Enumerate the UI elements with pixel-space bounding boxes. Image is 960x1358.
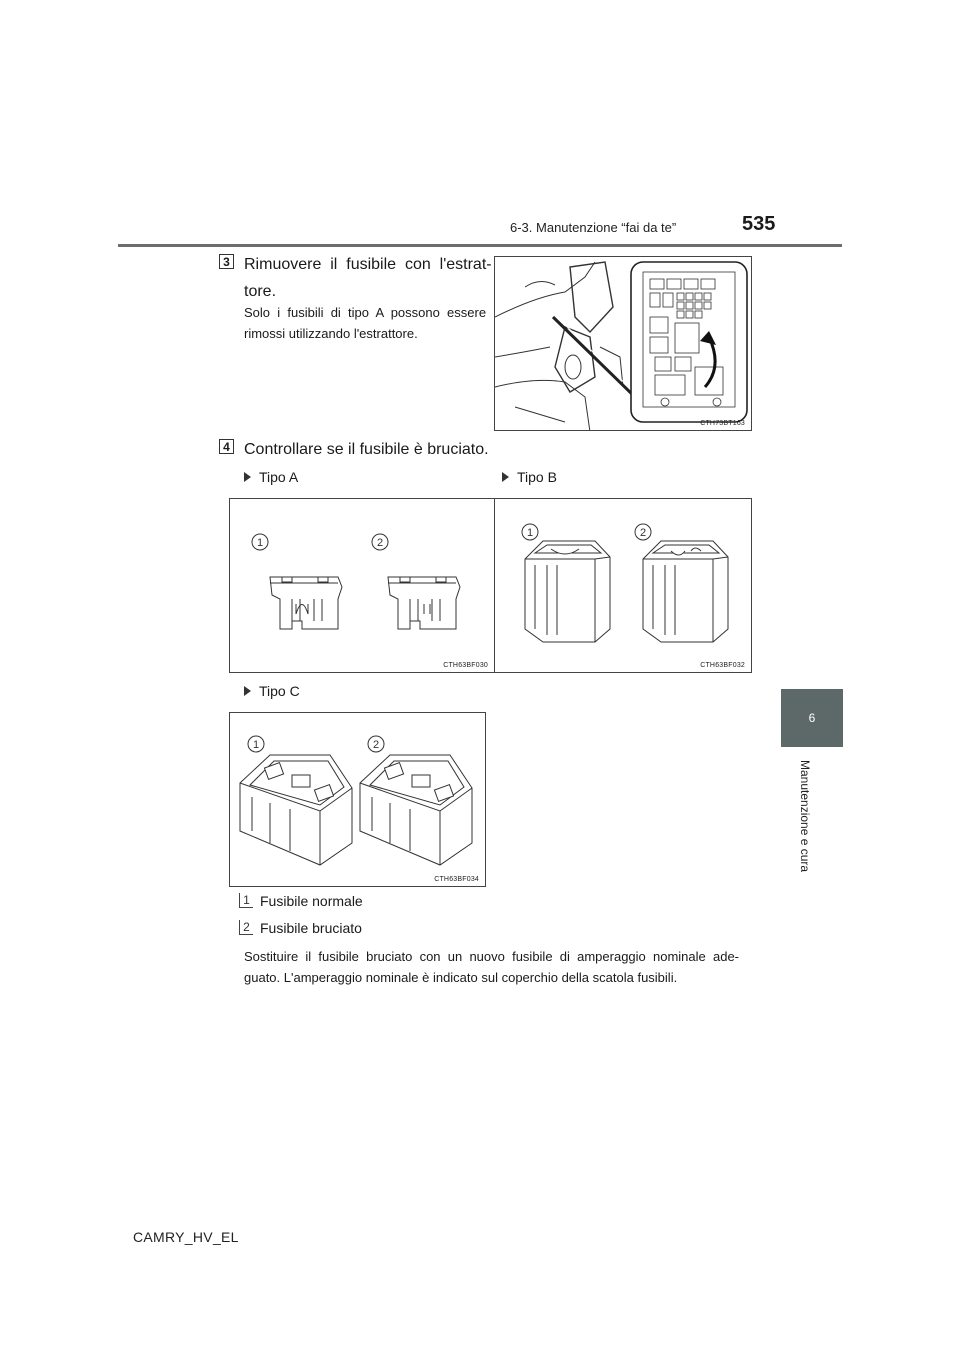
callout-number: 1	[526, 527, 534, 539]
chapter-tab[interactable]: 6	[781, 689, 843, 747]
step-instruction: Controllare se il fusibile è bruciato.	[244, 441, 489, 458]
figure-code: CTH63BF032	[700, 662, 745, 669]
fuse-type-a-illustration	[229, 498, 495, 673]
step-note-line: Solo i fusibili di tipo A possono essere	[244, 305, 487, 320]
step-note	[244, 302, 487, 344]
engine-bay-drawing	[495, 257, 752, 431]
legend-text: Fusibile normale	[260, 893, 363, 909]
callout-number: 1	[256, 537, 264, 549]
figure-code: CTH63BF030	[443, 662, 488, 669]
legend-number-badge: 1	[239, 893, 253, 908]
fuse-box-illustration	[494, 256, 752, 431]
chapter-title: Manutenzione e cura	[798, 760, 812, 873]
fuse-type-label	[244, 683, 300, 699]
callout-number: 1	[252, 739, 260, 751]
step-instruction-line: tore.	[244, 283, 277, 300]
large-cartridge-fuse-drawing	[230, 713, 486, 887]
model-code: CAMRY_HV_EL	[133, 1229, 239, 1245]
blade-fuse-drawing	[230, 499, 495, 673]
replacement-note	[244, 946, 754, 988]
replacement-note-line: guato. L'amperaggio nominale è indicato sul coperchio della scatola fusibili.	[244, 970, 678, 985]
bullet-triangle-icon	[502, 472, 509, 482]
step-number-badge: 4	[219, 439, 234, 454]
callout-number: 2	[639, 527, 647, 539]
cartridge-fuse-drawing	[495, 499, 752, 673]
fuse-type-text: Tipo A	[259, 469, 299, 485]
figure-code: CTH63BF034	[434, 876, 479, 883]
section-title: 6-3. Manutenzione “fai da te”	[510, 220, 677, 235]
figure-code: CTH73BT163	[700, 420, 745, 427]
legend-number-badge: 2	[239, 920, 253, 935]
bullet-triangle-icon	[244, 686, 251, 696]
fuse-type-label	[244, 469, 298, 485]
step-instruction-line: Rimuovere il fusibile con l'estrat-	[244, 256, 492, 273]
replacement-note-line: Sostituire il fusibile bruciato con un nuovo fusibile di amperaggio nominale ade-	[244, 949, 739, 964]
page-number: 535	[742, 213, 776, 235]
bullet-triangle-icon	[244, 472, 251, 482]
fuse-type-c-illustration	[229, 712, 486, 887]
step-note-line: rimossi utilizzando l'estrattore.	[244, 326, 418, 341]
fuse-type-text: Tipo B	[517, 469, 557, 485]
callout-number: 2	[376, 537, 384, 549]
header-divider	[118, 244, 842, 247]
step-number-badge: 3	[219, 254, 234, 269]
step-instruction	[244, 251, 492, 305]
fuse-type-text: Tipo C	[259, 683, 300, 699]
fuse-type-b-illustration	[494, 498, 752, 673]
callout-number: 2	[372, 739, 380, 751]
legend-text: Fusibile bruciato	[260, 920, 362, 936]
fuse-type-label	[502, 469, 557, 485]
